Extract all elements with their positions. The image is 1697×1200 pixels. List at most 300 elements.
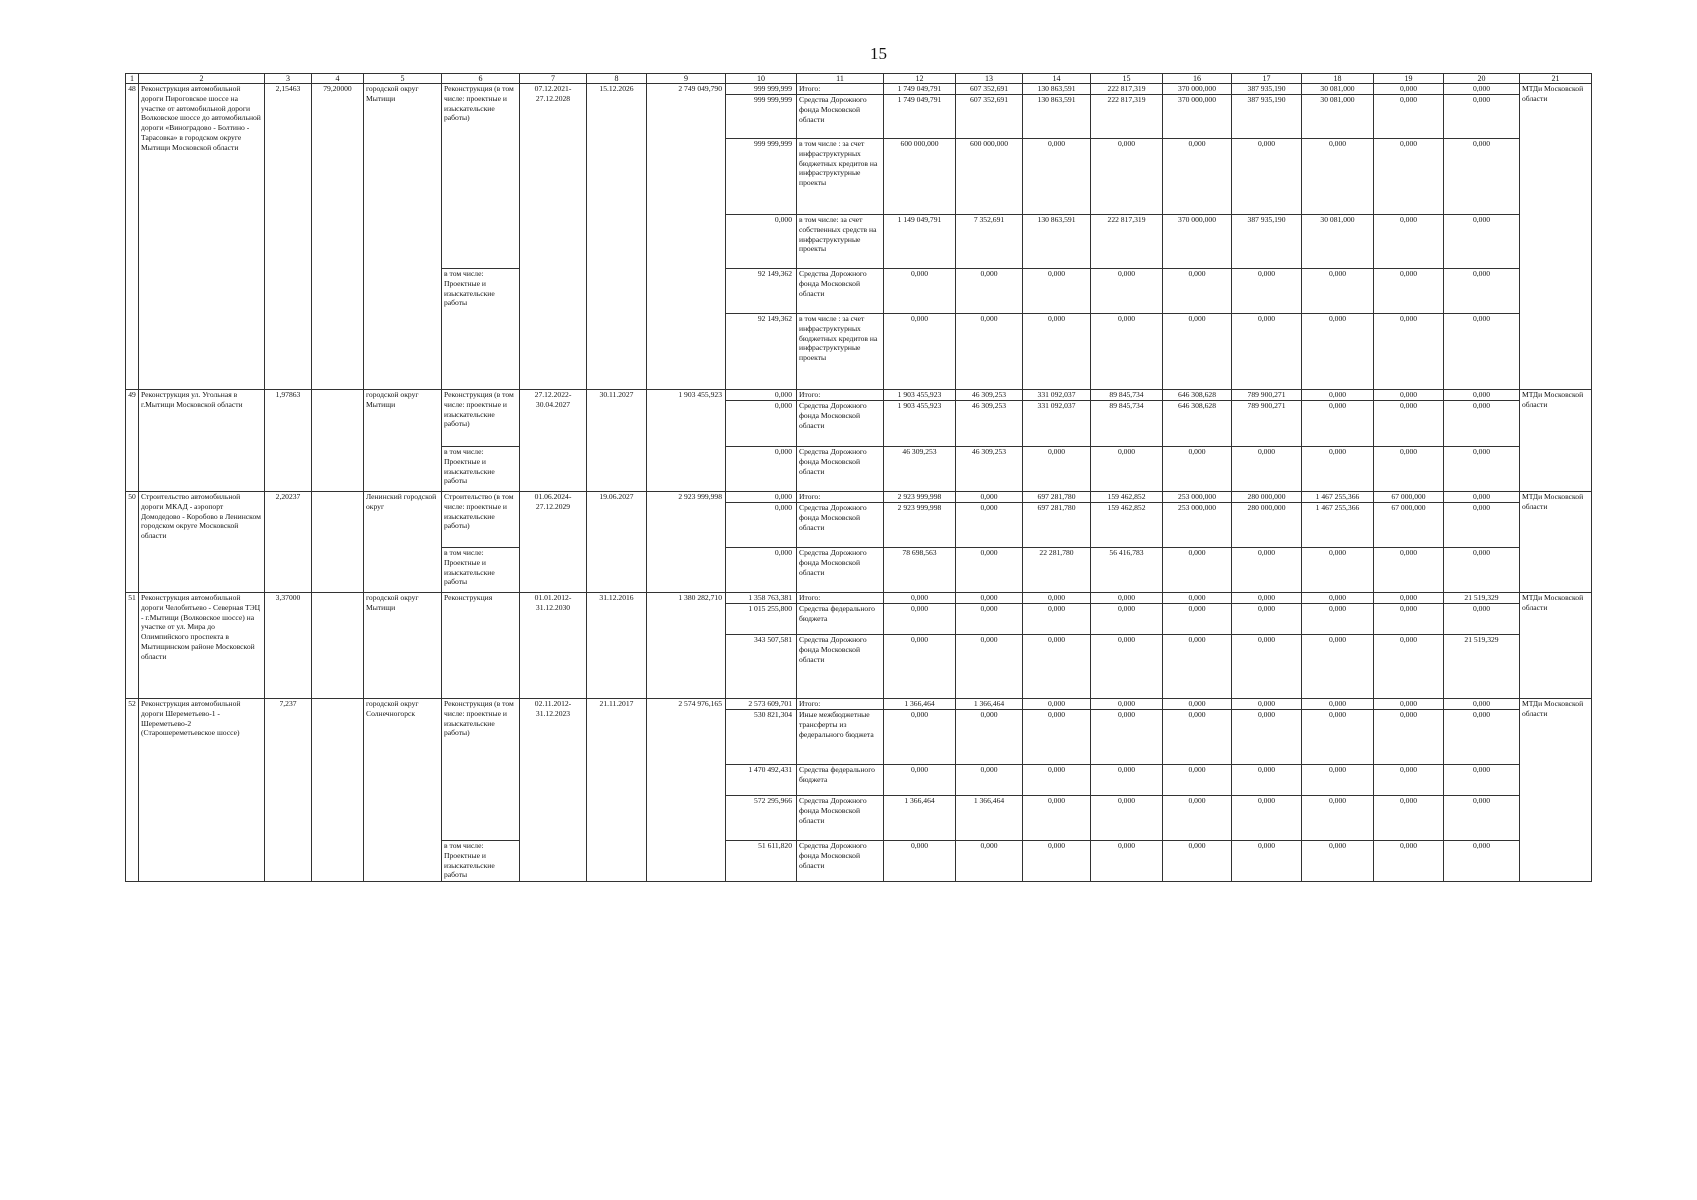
year-value-cell: 0,000	[1232, 796, 1302, 841]
year-value-cell: 30 081,000	[1302, 84, 1374, 95]
year-value-cell: 7 352,691	[956, 215, 1023, 269]
year-value-cell: 0,000	[1023, 699, 1091, 710]
area-cell	[312, 492, 364, 593]
object-number-cell: 49	[126, 390, 139, 492]
funding-source-cell: Средства Дорожного фонда Московской области	[797, 796, 884, 841]
year-value-cell: 0,000	[1163, 269, 1232, 314]
year-value-cell: 1 467 255,366	[1302, 492, 1374, 503]
period-cell: 07.12.2021-27.12.2028	[520, 84, 587, 390]
column-number-cell: 21	[1520, 74, 1592, 84]
area-cell: 79,20000	[312, 84, 364, 390]
year-value-cell: 0,000	[1374, 796, 1444, 841]
municipality-cell: городской округ Солнечногорск	[364, 699, 442, 882]
funded-amount-cell: 92 149,362	[726, 269, 797, 314]
year-value-cell: 0,000	[1232, 447, 1302, 492]
year-value-cell: 0,000	[1444, 841, 1520, 882]
year-value-cell: 0,000	[884, 841, 956, 882]
year-value-cell: 0,000	[884, 593, 956, 604]
year-value-cell: 159 462,852	[1091, 492, 1163, 503]
object-number-cell: 52	[126, 699, 139, 882]
column-number-cell: 6	[442, 74, 520, 84]
year-value-cell: 0,000	[1444, 447, 1520, 492]
area-cell	[312, 390, 364, 492]
year-value-cell: 0,000	[1163, 699, 1232, 710]
year-value-cell: 159 462,852	[1091, 503, 1163, 548]
year-value-cell: 0,000	[1302, 139, 1374, 215]
year-value-cell: 0,000	[1374, 841, 1444, 882]
year-value-cell: 1 467 255,366	[1302, 503, 1374, 548]
column-number-row	[126, 74, 1592, 84]
year-value-cell: 0,000	[1163, 765, 1232, 796]
object-name-cell: Реконструкция ул. Угольная в г.Мытищи Московской области	[139, 390, 265, 492]
cost-cell: 2 923 999,998	[647, 492, 726, 593]
cost-cell: 2 749 049,790	[647, 84, 726, 390]
cost-cell: 1 380 282,710	[647, 593, 726, 699]
column-number-cell: 8	[587, 74, 647, 84]
year-value-cell: 600 000,000	[884, 139, 956, 215]
responsible-cell: МТДи Московской области	[1520, 390, 1592, 492]
year-value-cell: 1 903 455,923	[884, 390, 956, 401]
table-row	[126, 492, 1592, 503]
year-value-cell: 0,000	[1302, 796, 1374, 841]
year-value-cell: 600 000,000	[956, 139, 1023, 215]
year-value-cell: 0,000	[1444, 548, 1520, 593]
year-value-cell: 21 519,329	[1444, 593, 1520, 604]
year-value-cell: 0,000	[956, 548, 1023, 593]
responsible-cell: МТДи Московской области	[1520, 699, 1592, 882]
funded-amount-cell: 999 999,999	[726, 139, 797, 215]
year-value-cell: 0,000	[1444, 699, 1520, 710]
completion-date-cell: 31.12.2016	[587, 593, 647, 699]
funded-amount-cell: 343 507,581	[726, 635, 797, 699]
year-value-cell: 789 900,271	[1232, 401, 1302, 447]
area-cell	[312, 593, 364, 699]
year-value-cell: 253 000,000	[1163, 503, 1232, 548]
year-value-cell: 67 000,000	[1374, 492, 1444, 503]
year-value-cell: 89 845,734	[1091, 390, 1163, 401]
year-value-cell: 0,000	[1163, 548, 1232, 593]
funded-amount-cell: 1 015 255,800	[726, 604, 797, 635]
column-number-cell: 16	[1163, 74, 1232, 84]
year-value-cell: 1 366,464	[956, 699, 1023, 710]
year-value-cell: 0,000	[1232, 269, 1302, 314]
year-value-cell: 0,000	[1302, 269, 1374, 314]
length-cell: 2,20237	[265, 492, 312, 593]
year-value-cell: 0,000	[956, 503, 1023, 548]
year-value-cell: 0,000	[956, 314, 1023, 390]
object-name-cell: Строительство автомобильной дороги МКАД - аэропорт Домодедово - Коробово в Ленинском городском округе Московской области	[139, 492, 265, 593]
funded-amount-cell: 0,000	[726, 503, 797, 548]
year-value-cell: 0,000	[1302, 593, 1374, 604]
year-value-cell: 0,000	[1302, 401, 1374, 447]
column-number-cell: 7	[520, 74, 587, 84]
column-number-cell: 13	[956, 74, 1023, 84]
funded-amount-cell: 0,000	[726, 548, 797, 593]
work-type-cell: в том числе: Проектные и изыскательские работы	[442, 269, 520, 390]
funding-source-cell: Средства Дорожного фонда Московской области	[797, 95, 884, 139]
funding-source-cell: Средства Дорожного фонда Московской области	[797, 503, 884, 548]
year-value-cell: 0,000	[1374, 710, 1444, 765]
funding-source-cell: Средства Дорожного фонда Московской области	[797, 269, 884, 314]
column-number-cell: 4	[312, 74, 364, 84]
year-value-cell: 0,000	[1374, 548, 1444, 593]
year-value-cell: 0,000	[1444, 765, 1520, 796]
year-value-cell: 1 366,464	[884, 699, 956, 710]
year-value-cell: 0,000	[1444, 314, 1520, 390]
year-value-cell: 0,000	[1023, 314, 1091, 390]
year-value-cell: 0,000	[1374, 401, 1444, 447]
work-type-cell: Строительство (в том числе: проектные и изыскательские работы)	[442, 492, 520, 548]
year-value-cell: 0,000	[1302, 765, 1374, 796]
municipality-cell: Ленинский городской округ	[364, 492, 442, 593]
year-value-cell: 331 092,037	[1023, 401, 1091, 447]
year-value-cell: 0,000	[956, 604, 1023, 635]
work-type-cell: Реконструкция (в том числе: проектные и изыскательские работы)	[442, 390, 520, 447]
year-value-cell: 0,000	[1444, 84, 1520, 95]
funded-amount-cell: 92 149,362	[726, 314, 797, 390]
year-value-cell: 0,000	[1232, 604, 1302, 635]
year-value-cell: 46 309,253	[884, 447, 956, 492]
year-value-cell: 607 352,691	[956, 95, 1023, 139]
year-value-cell: 0,000	[1163, 604, 1232, 635]
year-value-cell: 0,000	[1302, 604, 1374, 635]
object-number-cell: 48	[126, 84, 139, 390]
work-type-cell: Реконструкция (в том числе: проектные и изыскательские работы)	[442, 84, 520, 269]
year-value-cell: 1 903 455,923	[884, 401, 956, 447]
work-type-cell: в том числе: Проектные и изыскательские работы	[442, 548, 520, 593]
completion-date-cell: 19.06.2027	[587, 492, 647, 593]
column-number-cell: 18	[1302, 74, 1374, 84]
year-value-cell: 0,000	[1091, 314, 1163, 390]
year-value-cell: 0,000	[1163, 139, 1232, 215]
year-value-cell: 789 900,271	[1232, 390, 1302, 401]
year-value-cell: 387 935,190	[1232, 215, 1302, 269]
funding-source-cell: Средства Дорожного фонда Московской области	[797, 635, 884, 699]
year-value-cell: 0,000	[1444, 401, 1520, 447]
funded-amount-cell: 1 358 763,381	[726, 593, 797, 604]
year-value-cell: 0,000	[1091, 841, 1163, 882]
year-value-cell: 0,000	[1023, 710, 1091, 765]
year-value-cell: 0,000	[1163, 593, 1232, 604]
year-value-cell: 0,000	[1444, 139, 1520, 215]
funding-source-cell: Иные межбюджетные трансферты из федерального бюджета	[797, 710, 884, 765]
year-value-cell: 0,000	[1023, 796, 1091, 841]
length-cell: 1,97863	[265, 390, 312, 492]
year-value-cell: 0,000	[1091, 699, 1163, 710]
year-value-cell: 0,000	[1091, 796, 1163, 841]
funding-source-cell: в том числе : за счет инфраструктурных бюджетных кредитов на инфраструктурные проекты	[797, 139, 884, 215]
year-value-cell: 0,000	[1302, 314, 1374, 390]
year-value-cell: 0,000	[1023, 593, 1091, 604]
year-value-cell: 2 923 999,998	[884, 492, 956, 503]
year-value-cell: 0,000	[884, 710, 956, 765]
completion-date-cell: 15.12.2026	[587, 84, 647, 390]
year-value-cell: 0,000	[1163, 447, 1232, 492]
year-value-cell: 646 308,628	[1163, 390, 1232, 401]
year-value-cell: 78 698,563	[884, 548, 956, 593]
year-value-cell: 89 845,734	[1091, 401, 1163, 447]
funding-source-cell: Итого:	[797, 84, 884, 95]
year-value-cell: 370 000,000	[1163, 84, 1232, 95]
area-cell	[312, 699, 364, 882]
year-value-cell: 0,000	[1374, 95, 1444, 139]
year-value-cell: 0,000	[884, 635, 956, 699]
year-value-cell: 0,000	[1163, 796, 1232, 841]
year-value-cell: 0,000	[1163, 314, 1232, 390]
year-value-cell: 0,000	[1232, 635, 1302, 699]
page-number: 15	[870, 44, 887, 63]
year-value-cell: 0,000	[1374, 635, 1444, 699]
year-value-cell: 0,000	[956, 765, 1023, 796]
year-value-cell: 0,000	[1232, 548, 1302, 593]
funding-source-cell: в том числе : за счет инфраструктурных бюджетных кредитов на инфраструктурные проекты	[797, 314, 884, 390]
length-cell: 2,15463	[265, 84, 312, 390]
funding-source-cell: Средства федерального бюджета	[797, 765, 884, 796]
funded-amount-cell: 0,000	[726, 215, 797, 269]
year-value-cell: 0,000	[1444, 215, 1520, 269]
column-number-cell: 14	[1023, 74, 1091, 84]
funding-source-cell: Средства федерального бюджета	[797, 604, 884, 635]
year-value-cell: 0,000	[1232, 593, 1302, 604]
year-value-cell: 0,000	[884, 314, 956, 390]
year-value-cell: 0,000	[1374, 139, 1444, 215]
year-value-cell: 0,000	[1023, 604, 1091, 635]
year-value-cell: 280 000,000	[1232, 503, 1302, 548]
municipality-cell: городской округ Мытищи	[364, 593, 442, 699]
cost-cell: 1 903 455,923	[647, 390, 726, 492]
year-value-cell: 0,000	[1163, 841, 1232, 882]
year-value-cell: 46 309,253	[956, 401, 1023, 447]
year-value-cell: 0,000	[1302, 390, 1374, 401]
funded-amount-cell: 999 999,999	[726, 95, 797, 139]
year-value-cell: 0,000	[1091, 604, 1163, 635]
year-value-cell: 0,000	[956, 635, 1023, 699]
funded-amount-cell: 530 821,304	[726, 710, 797, 765]
funding-source-cell: в том числе: за счет собственных средств на инфраструктурные проекты	[797, 215, 884, 269]
column-number-cell: 11	[797, 74, 884, 84]
year-value-cell: 1 366,464	[884, 796, 956, 841]
year-value-cell: 0,000	[884, 604, 956, 635]
year-value-cell: 0,000	[1232, 314, 1302, 390]
year-value-cell: 0,000	[1091, 593, 1163, 604]
object-number-cell: 50	[126, 492, 139, 593]
year-value-cell: 697 281,780	[1023, 492, 1091, 503]
column-number-cell: 19	[1374, 74, 1444, 84]
year-value-cell: 0,000	[1444, 710, 1520, 765]
year-value-cell: 0,000	[1091, 447, 1163, 492]
column-number-cell: 1	[126, 74, 139, 84]
year-value-cell: 0,000	[1091, 765, 1163, 796]
year-value-cell: 46 309,253	[956, 447, 1023, 492]
funded-amount-cell: 0,000	[726, 401, 797, 447]
period-cell: 02.11.2012-31.12.2023	[520, 699, 587, 882]
column-number-cell: 5	[364, 74, 442, 84]
year-value-cell: 0,000	[956, 492, 1023, 503]
year-value-cell: 22 281,780	[1023, 548, 1091, 593]
budget-table	[125, 73, 1592, 882]
funded-amount-cell: 0,000	[726, 390, 797, 401]
year-value-cell: 0,000	[1374, 314, 1444, 390]
length-cell: 7,237	[265, 699, 312, 882]
year-value-cell: 0,000	[1302, 548, 1374, 593]
year-value-cell: 1 749 049,791	[884, 95, 956, 139]
column-number-cell: 2	[139, 74, 265, 84]
year-value-cell: 0,000	[1302, 841, 1374, 882]
year-value-cell: 0,000	[1163, 710, 1232, 765]
year-value-cell: 0,000	[1444, 503, 1520, 548]
year-value-cell: 130 863,591	[1023, 215, 1091, 269]
year-value-cell: 697 281,780	[1023, 503, 1091, 548]
year-value-cell: 280 000,000	[1232, 492, 1302, 503]
period-cell: 27.12.2022-30.04.2027	[520, 390, 587, 492]
column-number-cell: 20	[1444, 74, 1520, 84]
period-cell: 01.01.2012-31.12.2030	[520, 593, 587, 699]
column-number-cell: 17	[1232, 74, 1302, 84]
year-value-cell: 0,000	[1232, 841, 1302, 882]
funding-source-cell: Итого:	[797, 699, 884, 710]
year-value-cell: 0,000	[1374, 699, 1444, 710]
year-value-cell: 130 863,591	[1023, 95, 1091, 139]
funding-source-cell: Итого:	[797, 492, 884, 503]
year-value-cell: 0,000	[1374, 593, 1444, 604]
year-value-cell: 0,000	[956, 269, 1023, 314]
object-name-cell: Реконструкция автомобильной дороги Шереметьево-1 - Шереметьево-2 (Старошереметьевское шоссе)	[139, 699, 265, 882]
cost-cell: 2 574 976,165	[647, 699, 726, 882]
responsible-cell: МТДи Московской области	[1520, 84, 1592, 390]
year-value-cell: 0,000	[1302, 699, 1374, 710]
budget-table-wrapper	[125, 73, 1592, 882]
funded-amount-cell: 0,000	[726, 447, 797, 492]
year-value-cell: 21 519,329	[1444, 635, 1520, 699]
year-value-cell: 0,000	[1023, 447, 1091, 492]
funded-amount-cell: 0,000	[726, 492, 797, 503]
funded-amount-cell: 2 573 609,701	[726, 699, 797, 710]
work-type-cell: Реконструкция	[442, 593, 520, 699]
column-number-cell: 9	[647, 74, 726, 84]
funding-source-cell: Средства Дорожного фонда Московской области	[797, 401, 884, 447]
year-value-cell: 0,000	[1302, 635, 1374, 699]
year-value-cell: 0,000	[1444, 604, 1520, 635]
table-row	[126, 390, 1592, 401]
funded-amount-cell: 51 611,820	[726, 841, 797, 882]
municipality-cell: городской округ Мытищи	[364, 84, 442, 390]
year-value-cell: 0,000	[1023, 765, 1091, 796]
year-value-cell: 2 923 999,998	[884, 503, 956, 548]
year-value-cell: 0,000	[1374, 390, 1444, 401]
work-type-cell: в том числе: Проектные и изыскательские работы	[442, 447, 520, 492]
year-value-cell: 222 817,319	[1091, 215, 1163, 269]
year-value-cell: 0,000	[1374, 269, 1444, 314]
year-value-cell: 0,000	[1232, 699, 1302, 710]
funded-amount-cell: 572 295,966	[726, 796, 797, 841]
completion-date-cell: 30.11.2027	[587, 390, 647, 492]
year-value-cell: 0,000	[1023, 635, 1091, 699]
year-value-cell: 0,000	[1091, 139, 1163, 215]
municipality-cell: городской округ Мытищи	[364, 390, 442, 492]
responsible-cell: МТДи Московской области	[1520, 593, 1592, 699]
year-value-cell: 30 081,000	[1302, 215, 1374, 269]
year-value-cell: 0,000	[956, 593, 1023, 604]
object-number-cell: 51	[126, 593, 139, 699]
column-number-cell: 12	[884, 74, 956, 84]
year-value-cell: 646 308,628	[1163, 401, 1232, 447]
responsible-cell: МТДи Московской области	[1520, 492, 1592, 593]
year-value-cell: 0,000	[884, 269, 956, 314]
year-value-cell: 370 000,000	[1163, 95, 1232, 139]
year-value-cell: 253 000,000	[1163, 492, 1232, 503]
period-cell: 01.06.2024-27.12.2029	[520, 492, 587, 593]
year-value-cell: 67 000,000	[1374, 503, 1444, 548]
year-value-cell: 1 149 049,791	[884, 215, 956, 269]
year-value-cell: 0,000	[1444, 390, 1520, 401]
column-number-cell: 3	[265, 74, 312, 84]
year-value-cell: 607 352,691	[956, 84, 1023, 95]
funded-amount-cell: 1 470 492,431	[726, 765, 797, 796]
year-value-cell: 0,000	[1232, 710, 1302, 765]
year-value-cell: 370 000,000	[1163, 215, 1232, 269]
year-value-cell: 0,000	[956, 841, 1023, 882]
year-value-cell: 0,000	[1302, 447, 1374, 492]
year-value-cell: 0,000	[1091, 269, 1163, 314]
year-value-cell: 1 366,464	[956, 796, 1023, 841]
year-value-cell: 0,000	[1023, 269, 1091, 314]
year-value-cell: 30 081,000	[1302, 95, 1374, 139]
year-value-cell: 0,000	[1232, 765, 1302, 796]
year-value-cell: 222 817,319	[1091, 95, 1163, 139]
funding-source-cell: Средства Дорожного фонда Московской области	[797, 447, 884, 492]
year-value-cell: 331 092,037	[1023, 390, 1091, 401]
column-number-cell: 15	[1091, 74, 1163, 84]
year-value-cell: 0,000	[884, 765, 956, 796]
work-type-cell: Реконструкция (в том числе: проектные и изыскательские работы)	[442, 699, 520, 841]
funding-source-cell: Итого:	[797, 593, 884, 604]
column-number-cell: 10	[726, 74, 797, 84]
funding-source-cell: Средства Дорожного фонда Московской области	[797, 548, 884, 593]
work-type-cell: в том числе: Проектные и изыскательские работы	[442, 841, 520, 882]
year-value-cell: 1 749 049,791	[884, 84, 956, 95]
year-value-cell: 0,000	[1163, 635, 1232, 699]
table-row	[126, 84, 1592, 95]
year-value-cell: 0,000	[1374, 215, 1444, 269]
year-value-cell: 130 863,591	[1023, 84, 1091, 95]
year-value-cell: 0,000	[1444, 269, 1520, 314]
object-name-cell: Реконструкция автомобильной дороги Пироговское шоссе на участке от автомобильной дороги Волковское шоссе до автомобильной дороги «Виноградово - Болтино - Тарасовка» в городском округе Мытищи Московской области	[139, 84, 265, 390]
year-value-cell: 0,000	[1091, 635, 1163, 699]
year-value-cell: 0,000	[1232, 139, 1302, 215]
year-value-cell: 0,000	[1091, 710, 1163, 765]
year-value-cell: 56 416,783	[1091, 548, 1163, 593]
year-value-cell: 0,000	[1023, 841, 1091, 882]
year-value-cell: 0,000	[1374, 84, 1444, 95]
table-row	[126, 699, 1592, 710]
funding-source-cell: Итого:	[797, 390, 884, 401]
table-body	[126, 74, 1592, 882]
year-value-cell: 0,000	[1374, 604, 1444, 635]
year-value-cell: 222 817,319	[1091, 84, 1163, 95]
year-value-cell: 0,000	[1023, 139, 1091, 215]
year-value-cell: 387 935,190	[1232, 84, 1302, 95]
year-value-cell: 46 309,253	[956, 390, 1023, 401]
year-value-cell: 0,000	[1444, 95, 1520, 139]
year-value-cell: 387 935,190	[1232, 95, 1302, 139]
funding-source-cell: Средства Дорожного фонда Московской области	[797, 841, 884, 882]
funded-amount-cell: 999 999,999	[726, 84, 797, 95]
table-row	[126, 593, 1592, 604]
year-value-cell: 0,000	[1374, 447, 1444, 492]
object-name-cell: Реконструкция автомобильной дороги Челобитьево - Северная ТЭЦ - г.Мытищи (Волковское шоссе) на участке от ул. Мира до Олимпийского проспекта в Мытищинском районе Московской области	[139, 593, 265, 699]
length-cell: 3,37000	[265, 593, 312, 699]
year-value-cell: 0,000	[1444, 796, 1520, 841]
